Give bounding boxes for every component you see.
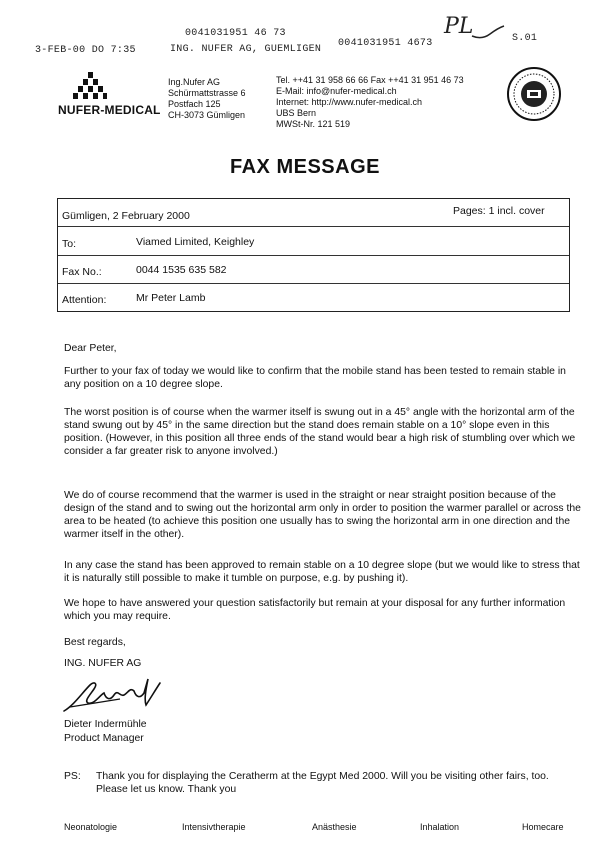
- to-value: Viamed Limited, Keighley: [136, 236, 255, 248]
- address-line: Ing.Nufer AG: [168, 77, 221, 87]
- pages-count: Pages: 1 incl. cover: [453, 205, 545, 217]
- company-logo-text: NUFER-MEDICAL: [58, 103, 161, 117]
- contact-line: Tel. ++41 31 958 66 66 Fax ++41 31 951 46 73: [276, 75, 464, 85]
- certification-seal-icon: [506, 66, 562, 122]
- ps-label: PS:: [64, 771, 81, 782]
- letter-paragraph: The worst position is of course when the warmer itself is swung out in a 45° angle with the horizontal arm of the stand swung out by 45° in the same direction but the stand does remain stable on a 10° slope even in this position. (However, in this position all three ends of the stand would bear a high risk of stumbling over which we consider a far greater risk to anyone involved.): [64, 407, 576, 457]
- letter-paragraph: We do of course recommend that the warmer is used in the straight or near straight position because of the design of the stand and to swing out the horizontal arm only in order to position the warmer parallel or across the area to be heated (to achieve this position one usually has to swing the horizontal arm in one direction and the warmer itself in the other).: [64, 490, 581, 540]
- signer-name: Dieter Indermühle: [64, 719, 147, 730]
- letter-paragraph: Further to your fax of today we would like to confirm that the mobile stand has been tested to remain stable in any position on a 10 degree slope.: [64, 366, 566, 390]
- letter-paragraph: In any case the stand has been approved to remain stable on a 10 degree slope (but we would like to stress that it is naturally still possible to make it tumble on purpose, e.g. by pushing it).: [64, 560, 580, 584]
- fax-page-number: S.01: [512, 33, 538, 44]
- page-title: FAX MESSAGE: [230, 156, 380, 178]
- attention-label: Attention:: [62, 294, 107, 306]
- address-line: CH-3073 Gümligen: [168, 110, 246, 120]
- contact-line: MWSt-Nr. 121 519: [276, 119, 351, 129]
- fax-number: 0041031951 4673: [338, 38, 433, 49]
- place-date: Gümligen, 2 February 2000: [62, 210, 190, 222]
- contact-line: E-Mail: info@nufer-medical.ch: [276, 86, 397, 96]
- closing-company: ING. NUFER AG: [64, 658, 142, 669]
- company-address: [168, 77, 246, 121]
- fax-no-label: Fax No.:: [62, 266, 102, 278]
- footer-item: Neonatologie: [64, 822, 118, 832]
- attention-value: Mr Peter Lamb: [136, 292, 206, 304]
- address-line: Postfach 125: [168, 99, 221, 109]
- signature-icon: [60, 673, 165, 715]
- company-contact: [276, 75, 464, 130]
- footer-item: Anästhesie: [312, 822, 357, 832]
- fax-no-value: 0044 1535 635 582: [136, 264, 227, 276]
- fax-date-time: 3-FEB-00 DO 7:35: [35, 45, 136, 56]
- salutation: Dear Peter,: [64, 343, 117, 354]
- address-line: Schürmattstrasse 6: [168, 88, 246, 98]
- fax-sender: ING. NUFER AG, GUEMLIGEN: [170, 44, 322, 55]
- initials-stroke: [470, 22, 506, 42]
- closing: Best regards,: [64, 637, 126, 648]
- letter-paragraph: We hope to have answered your question satisfactorily but remain at your disposal for any further information which you may require.: [64, 598, 566, 622]
- to-label: To:: [62, 238, 77, 250]
- footer-item: Homecare: [522, 822, 564, 832]
- handwritten-initials: PL: [444, 14, 474, 39]
- signer-title: Product Manager: [64, 733, 144, 744]
- ps-text: Thank you for displaying the Ceratherm at the Egypt Med 2000. Will you be visiting other fairs, too. Please let us know. Thank you: [96, 771, 549, 795]
- footer-item: Inhalation: [420, 822, 460, 832]
- contact-line: Internet: http://www.nufer-medical.ch: [276, 97, 423, 107]
- nufer-logo-icon: [72, 70, 108, 106]
- contact-line: UBS Bern: [276, 108, 317, 118]
- footer-item: Intensivtherapie: [182, 822, 246, 832]
- fax-number-top: 0041031951 46 73: [185, 28, 286, 39]
